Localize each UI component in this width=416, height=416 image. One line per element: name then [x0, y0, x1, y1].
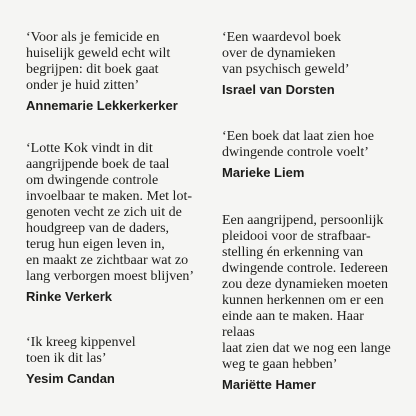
quote-text: ‘Ik kreeg kippenvel toen ik dit las’	[26, 335, 136, 366]
quote-author: Israel van Dorsten	[222, 82, 335, 97]
quote-entry	[222, 30, 350, 98]
quote-entry	[26, 141, 194, 305]
quote-author: Mariëtte Hamer	[222, 377, 316, 392]
quote-text: ‘Een boek dat laat zien hoe dwingende controle voelt’	[222, 129, 374, 160]
quote-entry	[222, 213, 398, 393]
quote-text: ‘Een waardevol boek over de dynamieken van psychisch geweld’	[222, 30, 350, 77]
quote-author: Rinke Verkerk	[26, 289, 113, 304]
quote-entry	[222, 129, 374, 181]
quote-author: Annemarie Lekkerkerker	[26, 98, 178, 113]
quote-text: Een aangrijpend, persoonlijk pleidooi voor de strafbaar- stelling én erkenning van dwingende controle. Iedereen zou deze dynamieken moeten kunnen herkennen om er een einde aan te maken. Haar relaas laat zien dat we nog een lange weg te gaan hebben’	[222, 213, 391, 372]
quote-author: Yesim Candan	[26, 371, 115, 386]
quote-entry	[26, 335, 136, 387]
quote-text: ‘Lotte Kok vindt in dit aangrijpende boek de taal om dwingende controle invoelbaar te maken. Met lot- genoten vecht ze zich uit de houdgreep van de daders, terug hun eigen leven in, en maakt ze zichtbaar wat zo lang verborgen moest blijven’	[26, 141, 195, 284]
quote-author: Marieke Liem	[222, 165, 305, 180]
quote-entry	[26, 30, 178, 114]
quote-text: ‘Voor als je femicide en huiselijk geweld echt wilt begrijpen: dit boek gaat onder je huid zitten’	[26, 30, 171, 93]
